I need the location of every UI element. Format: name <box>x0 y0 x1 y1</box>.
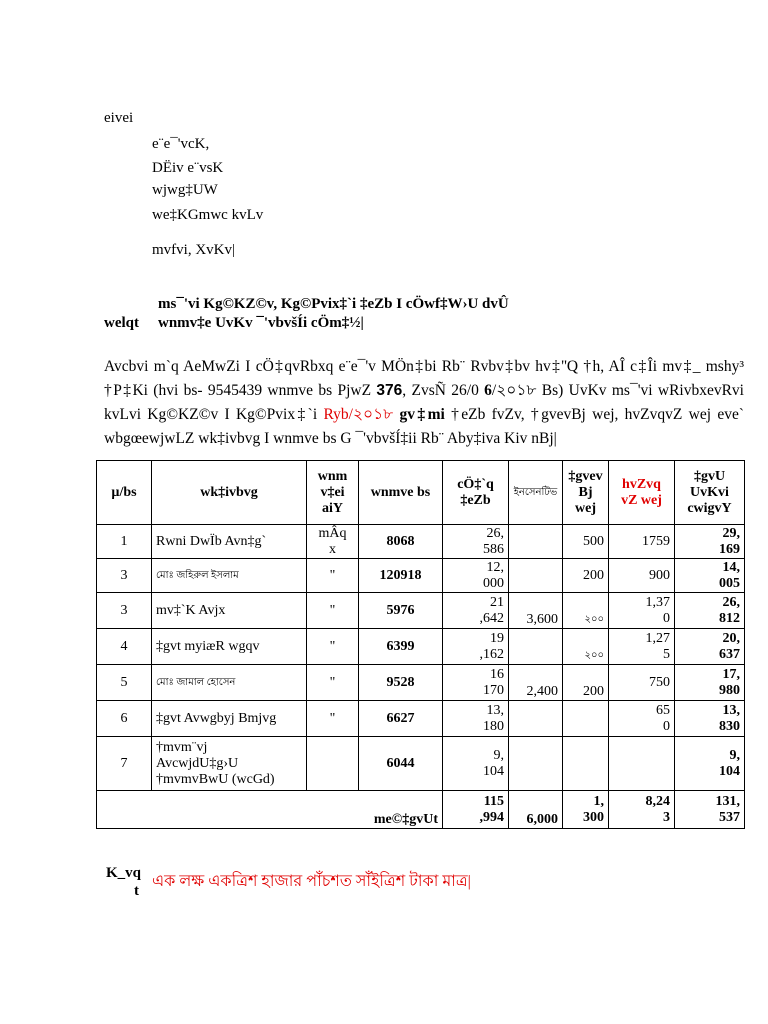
body-part-2: , ZvsÑ 26/ <box>402 382 472 399</box>
recipient-label: eivei <box>104 110 134 126</box>
row-designation: " <box>307 701 359 737</box>
row-gross: 21 ,642 <box>443 593 509 629</box>
table-row <box>97 593 745 629</box>
body-number-376: 376 <box>376 382 403 399</box>
row-total: 13, 830 <box>675 701 745 737</box>
row-gross: 13, 180 <box>443 701 509 737</box>
row-name: মোঃ জামাল হোসেন <box>152 665 307 701</box>
totals-incentive: 6,000 <box>509 791 563 829</box>
address-line-2: DËiv e¨vsK <box>152 160 224 176</box>
row-serial: 3 <box>97 593 152 629</box>
row-account: 6627 <box>359 701 443 737</box>
row-account: 9528 <box>359 665 443 701</box>
row-total: 26, 812 <box>675 593 745 629</box>
row-gross: 9, 104 <box>443 737 509 791</box>
row-serial: 1 <box>97 525 152 559</box>
row-incentive: 2,400 <box>509 665 563 701</box>
row-designation: " <box>307 593 359 629</box>
row-transport: 1759 <box>609 525 675 559</box>
row-transport: 1,37 0 <box>609 593 675 629</box>
row-incentive: 3,600 <box>509 593 563 629</box>
row-transport: 900 <box>609 559 675 593</box>
row-mobile: 200 <box>563 559 609 593</box>
row-serial: 3 <box>97 559 152 593</box>
totals-gross: 115 ,994 <box>443 791 509 829</box>
row-name: ‡gvt myiæR wgqv <box>152 629 307 665</box>
row-designation: " <box>307 629 359 665</box>
row-total: 14, 005 <box>675 559 745 593</box>
subject-label: welqt <box>104 315 139 331</box>
header-name: wk‡ivbvg <box>152 461 307 525</box>
table-row <box>97 559 745 593</box>
row-name: মোঃ জহিরুল ইসলাম <box>152 559 307 593</box>
table-row <box>97 525 745 559</box>
row-total: 29, 169 <box>675 525 745 559</box>
row-account: 8068 <box>359 525 443 559</box>
row-total: 17, 980 <box>675 665 745 701</box>
row-incentive <box>509 629 563 665</box>
table-row <box>97 701 745 737</box>
header-gross-salary: cÖ‡`q ‡eZb <box>443 461 509 525</box>
body-month-suffix: gv‡mi <box>393 406 445 423</box>
row-incentive <box>509 525 563 559</box>
row-serial: 6 <box>97 701 152 737</box>
row-transport: 1,27 5 <box>609 629 675 665</box>
body-part-2b: 0 <box>471 382 485 399</box>
row-name: mv‡`K Avjx <box>152 593 307 629</box>
row-account: 5976 <box>359 593 443 629</box>
body-part-3: †eZb fvZv, †gvevBj wej, hvZvqvZ wej eve` wbgœewjwLZ wk‡ivbvg I wnmve bs G ¯'vbvšÍ‡ii Rb¨ Aby‡iva Kiv nBj| <box>104 406 744 447</box>
address-line-4: we‡KGmwc kvLv <box>152 207 264 223</box>
row-name: Rwni DwÏb Avn‡g` <box>152 525 307 559</box>
subject-line-1: ms¯'vi Kg©KZ©v, Kg©Pvix‡`i ‡eZb I cÖwf‡W›U dvÛ <box>158 296 509 312</box>
row-gross: 19 ,162 <box>443 629 509 665</box>
address-line-1: e¨e¯'vcK, <box>152 136 210 152</box>
table-header-row <box>97 461 745 525</box>
row-serial: 4 <box>97 629 152 665</box>
row-gross: 12, 000 <box>443 559 509 593</box>
body-number-6: 6 <box>484 382 492 399</box>
row-designation: mÂq x <box>307 525 359 559</box>
amount-in-words: এক লক্ষ একত্রিশ হাজার পাঁচশত সাঁইত্রিশ টাকা মাত্র| <box>152 873 471 890</box>
table-row <box>97 737 745 791</box>
row-account: 6399 <box>359 629 443 665</box>
row-designation <box>307 737 359 791</box>
row-mobile: ২০০ <box>563 629 609 665</box>
body-paragraph <box>104 355 744 451</box>
row-incentive <box>509 737 563 791</box>
table-totals-row <box>97 791 745 829</box>
row-name: ‡gvt Avwgbyj Bmjvg <box>152 701 307 737</box>
row-transport: 65 0 <box>609 701 675 737</box>
header-designation: wnm v‡ei aiY <box>307 461 359 525</box>
address-line-3: wjwg‡UW <box>152 182 218 198</box>
row-designation: " <box>307 665 359 701</box>
subject-line-2: wnmv‡e UvKv ¯'vbvšÍi cÖm‡½| <box>158 315 364 331</box>
row-incentive <box>509 701 563 737</box>
header-total: ‡gvU UvKvi cwigvY <box>675 461 745 525</box>
row-total: 20, 637 <box>675 629 745 665</box>
row-account: 6044 <box>359 737 443 791</box>
header-serial: µ/bs <box>97 461 152 525</box>
header-mobile-bill: ‡gvev Bj wej <box>563 461 609 525</box>
amount-in-words-label: K_vq t <box>106 865 142 899</box>
row-gross: 16 170 <box>443 665 509 701</box>
row-mobile <box>563 737 609 791</box>
row-mobile: 500 <box>563 525 609 559</box>
table-row <box>97 665 745 701</box>
body-month: Ryb/২০১৮ <box>323 406 394 423</box>
totals-label: me©‡gvUt <box>97 791 443 829</box>
address-line-5: mvfvi, XvKv| <box>152 242 235 258</box>
totals-transport: 8,24 3 <box>609 791 675 829</box>
totals-total: 131, 537 <box>675 791 745 829</box>
table-row <box>97 629 745 665</box>
header-transport-bill: hvZvq vZ wej <box>609 461 675 525</box>
row-account: 120918 <box>359 559 443 593</box>
row-gross: 26, 586 <box>443 525 509 559</box>
salary-table <box>96 460 745 829</box>
row-mobile: 200 <box>563 665 609 701</box>
row-mobile: ২০০ <box>563 593 609 629</box>
row-mobile <box>563 701 609 737</box>
row-incentive <box>509 559 563 593</box>
header-account: wnmve bs <box>359 461 443 525</box>
row-serial: 7 <box>97 737 152 791</box>
row-transport: 750 <box>609 665 675 701</box>
body-part-2c: /২০১৮ Bs) UvKv ms¯'vi wRivbxevRvi kvLvi Kg©KZ©v I Kg©Pvix‡`i <box>104 382 744 423</box>
row-designation: " <box>307 559 359 593</box>
body-part-1: Avcbvi m`q AeMwZi I cÖ‡qvRbxq e¨e¯'v MÖn‡bi Rb¨ Rvbv‡bv hv‡''Q †h, AÎ c‡Îi mv‡_ mshy³ †P‡Ki (hvi bs- 9545439 wnmve bs PjwZ <box>104 358 744 399</box>
row-transport <box>609 737 675 791</box>
row-name: †mvm¨vj AvcwjdU‡g›U †mvmvBwU (wcGd) <box>152 737 307 791</box>
header-incentive: ইনসেনটিভ <box>509 461 563 525</box>
row-total: 9, 104 <box>675 737 745 791</box>
totals-mobile: 1, 300 <box>563 791 609 829</box>
row-serial: 5 <box>97 665 152 701</box>
